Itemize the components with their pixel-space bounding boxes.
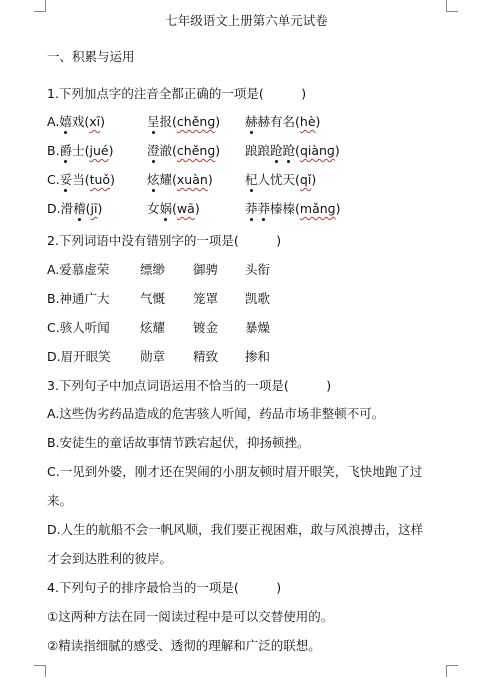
q2-option-c-word4: 暴燥 [245, 320, 271, 335]
q1-option-c-item1: C.妥当(tuǒ) [47, 172, 115, 187]
q3-option-d-continued: 才会到达胜利的彼岸。 [47, 551, 173, 566]
q1-option-d-item3: 莽莽榛榛(mǎnɡ) [245, 201, 341, 216]
q4-sentence-1: ①这两种方法在同一阅读过程中是可以交替使用的。 [47, 609, 334, 624]
q2-option-d-word2: 勋章 [140, 349, 166, 364]
q1-option-d-item2: 女娲(wā) [147, 201, 200, 216]
q2-option-d-word3: 精致 [193, 349, 219, 364]
q1-option-a-item1: A.嬉戏(xī) [47, 114, 105, 129]
q3-option-d: D.人生的航船不会一帆风顺，我们要正视困难，敢与风浪搏击，这样 [47, 522, 424, 537]
q1-option-d-item1: D.滑稽(jī) [47, 201, 103, 216]
q2-option-b-word4: 凯歌 [245, 291, 271, 306]
q4-sentence-2: ②精读指细腻的感受、透彻的理解和广泛的联想。 [47, 638, 321, 653]
page-corner-mark [34, 665, 46, 677]
question-3-stem: 3.下列句子中加点词语运用不恰当的一项是( ) [47, 378, 332, 393]
q2-option-a-word1: A.爱慕虚荣 [47, 262, 110, 277]
q1-option-b-item3: 踉踉跄跄(qiànɡ) [245, 143, 340, 158]
q2-option-c-word1: C.骇人听闻 [47, 320, 110, 335]
q1-option-a-item2: 呈报(chěnɡ) [147, 114, 221, 129]
q1-option-b-item2: 澄澈(chěnɡ) [147, 143, 221, 158]
q2-option-b-word2: 气慨 [140, 291, 166, 306]
q2-option-c-word3: 镀金 [193, 320, 219, 335]
question-2-stem: 2.下列词语中没有错别字的一项是( ) [47, 233, 282, 248]
q3-option-c-continued: 来。 [47, 493, 73, 508]
document-title: 七年级语文上册第六单元试卷 [165, 13, 328, 28]
q3-option-a: A.这些伪劣药品造成的危害骇人听闻，药品市场非整顿不可。 [47, 406, 385, 421]
q2-option-d-word1: D.眉开眼笑 [47, 349, 111, 364]
q2-option-b-word1: B.神通广大 [47, 291, 110, 306]
q3-option-c: C.一见到外婆，刚才还在哭闹的小朋友顿时眉开眼笑，飞快地跑了过 [47, 464, 423, 479]
q3-option-b: B.安徒生的童话故事情节跌宕起伏，抑扬顿挫。 [47, 435, 310, 450]
q2-option-b-word3: 笼罩 [193, 291, 219, 306]
question-4-stem: 4.下列句子的排序最恰当的一项是( ) [47, 580, 282, 595]
q1-option-b-item1: B.爵士(jué) [47, 143, 114, 158]
section-heading: 一、积累与运用 [47, 49, 135, 64]
q1-option-c-item3: 杞人忧天(qǐ) [245, 172, 317, 187]
q2-option-a-word3: 御骋 [193, 262, 219, 277]
page-corner-mark [446, 665, 458, 677]
q2-option-d-word4: 掺和 [245, 349, 271, 364]
q2-option-a-word4: 头衔 [245, 262, 271, 277]
q2-option-a-word2: 缥缈 [140, 262, 166, 277]
question-1-stem: 1.下列加点字的注音全都正确的一项是( ) [47, 86, 307, 101]
q1-option-c-item2: 炫耀(xuàn) [147, 172, 213, 187]
q2-option-c-word2: 炫耀 [140, 320, 166, 335]
q1-option-a-item3: 赫赫有名(hè) [245, 114, 321, 129]
